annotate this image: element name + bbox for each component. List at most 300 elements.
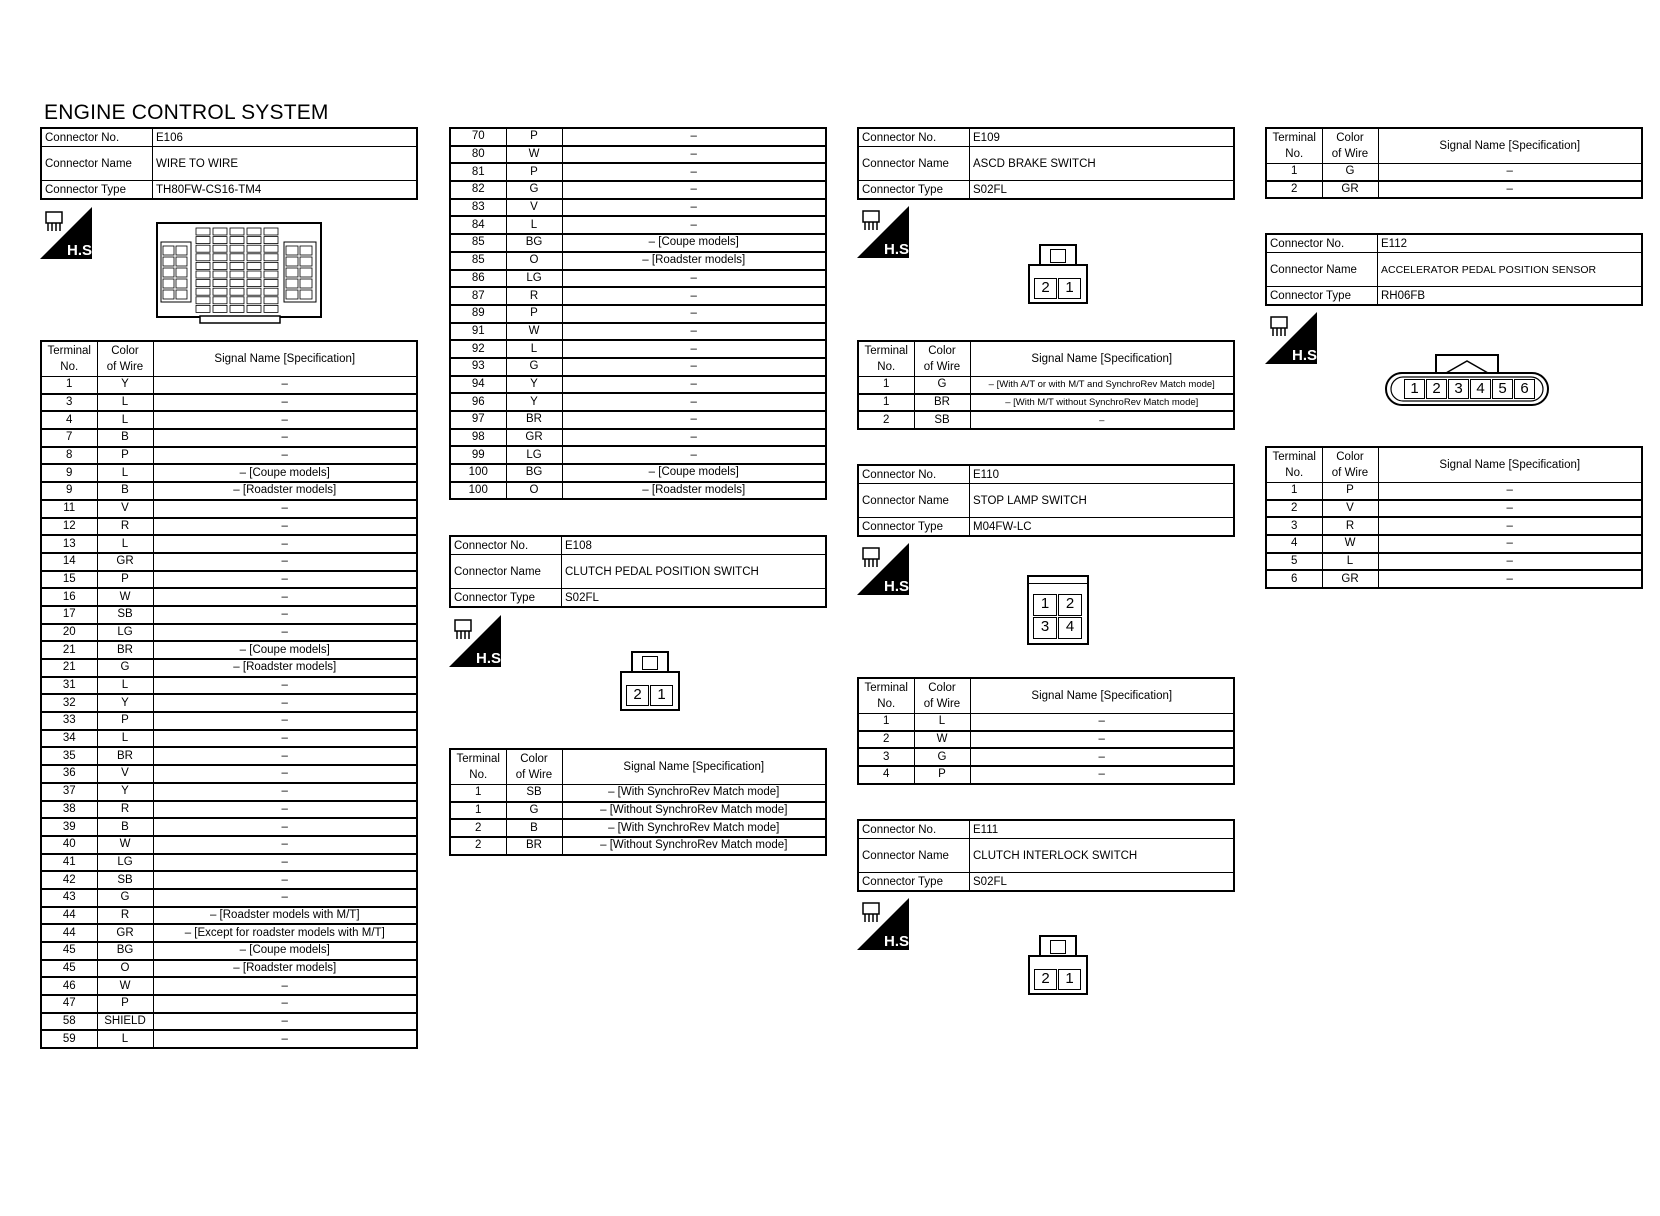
connector-no-value: E110 xyxy=(970,465,1235,484)
table-row xyxy=(41,641,417,659)
terminal-no: 96 xyxy=(450,393,506,411)
table-row xyxy=(41,818,417,836)
table-row xyxy=(858,766,1234,784)
terminal-no: 2 xyxy=(1266,181,1322,199)
signal-name: – xyxy=(153,518,417,536)
wire-color: LG xyxy=(506,446,562,464)
terminal-no: 34 xyxy=(41,730,97,748)
terminal-no: 9 xyxy=(41,482,97,500)
wire-color: BR xyxy=(506,411,562,429)
wire-color: V xyxy=(1322,500,1378,518)
e108-connector-face xyxy=(620,651,680,711)
signal-name: – xyxy=(153,411,417,429)
connector-no-value: E106 xyxy=(153,128,418,147)
wire-color: SB xyxy=(914,411,970,429)
signal-name: – [Without SynchroRev Match mode] xyxy=(562,802,826,820)
signal-name: – xyxy=(153,730,417,748)
signal-name: – xyxy=(562,287,826,305)
terminal-no: 31 xyxy=(41,677,97,695)
e110-terminal-table: Terminal No. Color of Wire Signal Name [Specification] 1 L – 2 W – 3 G – 4 P – xyxy=(857,677,1235,785)
signal-name: – [With M/T without SynchroRev Match mode] xyxy=(970,394,1234,412)
wire-color: W xyxy=(506,146,562,164)
wire-color: GR xyxy=(506,429,562,447)
table-row xyxy=(1266,553,1642,571)
signal-name: – [Roadster models] xyxy=(153,482,417,500)
signal-name: – [With A/T or with M/T and SynchroRev Match mode] xyxy=(970,377,1234,394)
table-row xyxy=(41,889,417,907)
e109-connector-face: 2 1 xyxy=(1028,244,1088,304)
wire-color: Y xyxy=(97,377,153,394)
wire-color: W xyxy=(1322,535,1378,553)
wire-color: G xyxy=(914,748,970,766)
signal-name: – [Roadster models] xyxy=(562,482,826,500)
e108-terminal-table: Terminal No. Color of Wire Signal Name [Specification] 1 SB – [With SynchroRev Match mode] 1 G – [Without SynchroRev Match mode] 2 B – [With SynchroRev Match mode] 2 BR – [Without SynchroRev Match mode] xyxy=(449,748,827,856)
wire-color: B xyxy=(97,429,153,447)
harness-side-icon xyxy=(449,615,506,667)
terminal-no: 86 xyxy=(450,270,506,288)
terminal-no: 1 xyxy=(1266,483,1322,500)
signal-name: – xyxy=(970,766,1234,784)
signal-name: – xyxy=(153,624,417,642)
wire-color: G xyxy=(506,358,562,376)
signal-name: – xyxy=(153,977,417,995)
table-row xyxy=(1266,181,1642,199)
wire-color: LG xyxy=(97,854,153,872)
table-row xyxy=(41,394,417,412)
table-row xyxy=(41,871,417,889)
table-row xyxy=(41,553,417,571)
wire-color: R xyxy=(97,801,153,819)
signal-name: – xyxy=(153,854,417,872)
wire-color: P xyxy=(506,163,562,181)
connector-type-value: M04FW-LC xyxy=(970,518,1235,537)
table-row xyxy=(450,323,826,341)
connector-type-value: S02FL xyxy=(970,873,1235,892)
signal-name: – xyxy=(153,747,417,765)
e108-header xyxy=(449,535,827,608)
connector-name-value: STOP LAMP SWITCH xyxy=(970,484,1235,518)
table-row xyxy=(41,977,417,995)
terminal-no: 1 xyxy=(1266,164,1322,181)
table-row xyxy=(450,163,826,181)
table-row xyxy=(41,571,417,589)
harness-side-icon xyxy=(40,207,97,259)
wire-color: SB xyxy=(506,785,562,802)
connector-no-value: E111 xyxy=(970,820,1235,839)
signal-name: – [Coupe models] xyxy=(153,942,417,960)
signal-name: – xyxy=(153,783,417,801)
signal-name: – xyxy=(562,270,826,288)
wire-color: V xyxy=(97,500,153,518)
signal-name: – xyxy=(153,765,417,783)
wire-color: SHIELD xyxy=(97,1013,153,1031)
wire-color: B xyxy=(97,482,153,500)
wire-color: GR xyxy=(1322,570,1378,588)
wire-color: P xyxy=(97,712,153,730)
terminal-no: 80 xyxy=(450,146,506,164)
table-row xyxy=(1266,483,1642,500)
terminal-no: 4 xyxy=(1266,535,1322,553)
terminal-no: 2 xyxy=(1266,500,1322,518)
table-row xyxy=(450,819,826,837)
table-row xyxy=(41,377,417,394)
terminal-no: 15 xyxy=(41,571,97,589)
table-row xyxy=(450,802,826,820)
table-row xyxy=(450,128,826,146)
terminal-no: 46 xyxy=(41,977,97,995)
table-row xyxy=(41,411,417,429)
wire-color: P xyxy=(506,305,562,323)
terminal-no: 94 xyxy=(450,376,506,394)
table-row xyxy=(450,411,826,429)
signal-name: – [Coupe models] xyxy=(562,234,826,252)
harness-side-icon xyxy=(857,898,914,950)
table-row xyxy=(450,252,826,270)
wire-color: G xyxy=(506,181,562,199)
table-row xyxy=(450,340,826,358)
terminal-no: 38 xyxy=(41,801,97,819)
wire-color: P xyxy=(97,995,153,1013)
terminal-no: 100 xyxy=(450,464,506,482)
table-row xyxy=(450,376,826,394)
e111-connector-face: 2 1 xyxy=(1028,935,1088,995)
signal-name: – xyxy=(153,588,417,606)
terminal-no: 2 xyxy=(450,837,506,855)
svg-text:H.S.: H.S. xyxy=(884,241,914,258)
table-row xyxy=(41,482,417,500)
wire-color: P xyxy=(506,128,562,146)
table-row xyxy=(41,854,417,872)
table-row xyxy=(41,518,417,536)
terminal-no: 81 xyxy=(450,163,506,181)
signal-name: – xyxy=(153,871,417,889)
wire-color: P xyxy=(1322,483,1378,500)
terminal-no: 47 xyxy=(41,995,97,1013)
wire-color: R xyxy=(1322,517,1378,535)
signal-name: – xyxy=(153,694,417,712)
terminal-no: 70 xyxy=(450,128,506,146)
connector-no-value: E112 xyxy=(1378,234,1643,253)
table-row xyxy=(41,588,417,606)
signal-name: – xyxy=(153,818,417,836)
wire-color: BG xyxy=(97,942,153,960)
e109-terminal-table: Terminal No. Color of Wire Signal Name [Specification] 1 G – [With A/T or with M/T and SynchroRev Match mode] 1 BR – [With M/T without SynchroRev Match mode] 2 SB – xyxy=(857,340,1235,430)
terminal-no: 42 xyxy=(41,871,97,889)
signal-name: – xyxy=(153,801,417,819)
signal-name: – [Coupe models] xyxy=(153,464,417,482)
connector-no-label: Connector No. xyxy=(450,536,562,555)
terminal-no: 84 xyxy=(450,216,506,234)
terminal-no: 45 xyxy=(41,942,97,960)
wire-color: GR xyxy=(1322,181,1378,199)
signal-name: – [Roadster models] xyxy=(562,252,826,270)
terminal-no: 93 xyxy=(450,358,506,376)
wire-color: L xyxy=(97,730,153,748)
terminal-no: 1 xyxy=(858,714,914,731)
signal-name: – xyxy=(153,571,417,589)
wire-color: Y xyxy=(506,393,562,411)
signal-name: – xyxy=(562,305,826,323)
table-row xyxy=(1266,164,1642,181)
terminal-no: 1 xyxy=(858,377,914,394)
wire-color: L xyxy=(97,464,153,482)
pin-label: 2 xyxy=(626,685,649,706)
table-row xyxy=(41,606,417,624)
table-row xyxy=(41,907,417,925)
signal-name: – xyxy=(1378,517,1642,535)
wire-color: B xyxy=(97,818,153,836)
table-row xyxy=(41,1030,417,1048)
table-row xyxy=(41,712,417,730)
table-row xyxy=(41,765,417,783)
table-row xyxy=(450,199,826,217)
signal-name: – xyxy=(1378,570,1642,588)
table-row xyxy=(450,358,826,376)
e110-connector-face: 1 2 3 4 xyxy=(1027,575,1089,645)
terminal-no: 11 xyxy=(41,500,97,518)
signal-name: – [Roadster models] xyxy=(153,960,417,978)
table-row xyxy=(858,411,1234,429)
table-row xyxy=(450,785,826,802)
terminal-no: 1 xyxy=(41,377,97,394)
terminal-no: 16 xyxy=(41,588,97,606)
wire-color: BR xyxy=(506,837,562,855)
connector-no-label: Connector No. xyxy=(41,128,153,147)
terminal-no: 17 xyxy=(41,606,97,624)
wire-color: L xyxy=(97,535,153,553)
wire-color: W xyxy=(97,588,153,606)
signal-name: – xyxy=(562,216,826,234)
signal-name: – xyxy=(562,393,826,411)
signal-name: – [With SynchroRev Match mode] xyxy=(562,785,826,802)
signal-name: – xyxy=(1378,500,1642,518)
connector-type-value: TH80FW-CS16-TM4 xyxy=(153,181,418,200)
table-row xyxy=(41,535,417,553)
terminal-no: 2 xyxy=(858,411,914,429)
table-row xyxy=(450,146,826,164)
table-row xyxy=(41,447,417,465)
connector-name-value: CLUTCH INTERLOCK SWITCH xyxy=(970,839,1235,873)
table-row xyxy=(41,783,417,801)
table-row xyxy=(858,394,1234,412)
wire-color: BG xyxy=(506,234,562,252)
table-row xyxy=(41,677,417,695)
wire-color: L xyxy=(97,1030,153,1048)
signal-name: – xyxy=(562,128,826,146)
terminal-no: 6 xyxy=(1266,570,1322,588)
e111-terminal-table: Terminal No. Color of Wire Signal Name [Specification] 1 G – 2 GR – xyxy=(1265,127,1643,199)
table-row xyxy=(450,429,826,447)
wire-color: V xyxy=(97,765,153,783)
terminal-no: 1 xyxy=(450,802,506,820)
terminal-no: 7 xyxy=(41,429,97,447)
table-row xyxy=(450,181,826,199)
wire-color: G xyxy=(914,377,970,394)
signal-name: – xyxy=(153,377,417,394)
wire-color: SB xyxy=(97,606,153,624)
terminal-no: 32 xyxy=(41,694,97,712)
color-header: Color of Wire xyxy=(97,341,153,377)
signal-name: – xyxy=(562,411,826,429)
terminal-no: 14 xyxy=(41,553,97,571)
wire-color: L xyxy=(97,394,153,412)
e106-header xyxy=(40,127,418,200)
e111-header: Connector No. E111 Connector Name CLUTCH INTERLOCK SWITCH Connector Type S02FL xyxy=(857,819,1235,892)
signal-name: – xyxy=(562,323,826,341)
wire-color: O xyxy=(97,960,153,978)
harness-side-icon xyxy=(857,206,914,258)
e106-terminal-table xyxy=(40,340,418,1049)
terminal-no: 44 xyxy=(41,924,97,942)
terminal-no: 40 xyxy=(41,836,97,854)
table-row xyxy=(450,270,826,288)
signal-name: – [Roadster models] xyxy=(153,659,417,677)
terminal-no: 100 xyxy=(450,482,506,500)
signal-name: – xyxy=(153,606,417,624)
table-row xyxy=(41,624,417,642)
signal-name: – xyxy=(1378,181,1642,199)
connector-no-value: E108 xyxy=(562,536,827,555)
table-row xyxy=(858,748,1234,766)
terminal-no: 8 xyxy=(41,447,97,465)
wire-color: G xyxy=(97,889,153,907)
terminal-no: 3 xyxy=(858,748,914,766)
terminal-no: 3 xyxy=(41,394,97,412)
signal-name: – xyxy=(153,553,417,571)
signal-header: Signal Name [Specification] xyxy=(153,341,417,377)
terminal-no: 83 xyxy=(450,199,506,217)
terminal-no: 82 xyxy=(450,181,506,199)
wire-color: W xyxy=(506,323,562,341)
wire-color: Y xyxy=(97,783,153,801)
table-row xyxy=(1266,535,1642,553)
table-row xyxy=(41,924,417,942)
terminal-no: 20 xyxy=(41,624,97,642)
table-row xyxy=(858,731,1234,749)
wire-color: GR xyxy=(97,924,153,942)
signal-name: – xyxy=(562,446,826,464)
table-row xyxy=(450,482,826,500)
terminal-no: 43 xyxy=(41,889,97,907)
signal-name: – [With SynchroRev Match mode] xyxy=(562,819,826,837)
table-row xyxy=(450,446,826,464)
signal-name: – xyxy=(153,535,417,553)
table-row xyxy=(41,747,417,765)
wire-color: B xyxy=(506,819,562,837)
signal-name: – xyxy=(562,376,826,394)
signal-name: – xyxy=(1378,483,1642,500)
signal-name: – xyxy=(153,995,417,1013)
wire-color: G xyxy=(1322,164,1378,181)
table-row xyxy=(858,377,1234,394)
table-row xyxy=(1266,517,1642,535)
terminal-no: 99 xyxy=(450,446,506,464)
wire-color: R xyxy=(97,518,153,536)
wire-color: L xyxy=(97,677,153,695)
wire-color: G xyxy=(506,802,562,820)
table-row xyxy=(858,714,1234,731)
terminal-no: 37 xyxy=(41,783,97,801)
terminal-no: 35 xyxy=(41,747,97,765)
table-row xyxy=(450,287,826,305)
e106-connector-face xyxy=(156,222,322,324)
table-row xyxy=(450,464,826,482)
signal-name: – xyxy=(562,163,826,181)
wire-color: P xyxy=(914,766,970,784)
terminal-no: 97 xyxy=(450,411,506,429)
harness-side-icon xyxy=(857,543,914,595)
terminal-no: 44 xyxy=(41,907,97,925)
table-row xyxy=(450,393,826,411)
svg-text:H.S.: H.S. xyxy=(1292,347,1322,364)
table-row xyxy=(450,234,826,252)
wire-color: R xyxy=(506,287,562,305)
table-row xyxy=(41,429,417,447)
table-row xyxy=(41,1013,417,1031)
wire-color: L xyxy=(97,411,153,429)
signal-name: – xyxy=(153,500,417,518)
wire-color: W xyxy=(97,977,153,995)
page-title: ENGINE CONTROL SYSTEM xyxy=(44,101,329,124)
wire-color: LG xyxy=(97,624,153,642)
table-row xyxy=(41,995,417,1013)
connector-name-label: Connector Name xyxy=(41,147,153,181)
e112-header: Connector No. E112 Connector Name ACCELERATOR PEDAL POSITION SENSOR Connector Type RH06FB xyxy=(1265,233,1643,306)
terminal-no: 13 xyxy=(41,535,97,553)
table-row xyxy=(41,942,417,960)
wire-color: P xyxy=(97,571,153,589)
wire-color: P xyxy=(97,447,153,465)
terminal-no: 4 xyxy=(41,411,97,429)
signal-name: – xyxy=(153,1030,417,1048)
wire-color: GR xyxy=(97,553,153,571)
terminal-no: 58 xyxy=(41,1013,97,1031)
connector-name-value: CLUTCH PEDAL POSITION SWITCH xyxy=(562,555,827,589)
signal-name: – xyxy=(153,429,417,447)
wire-color: BR xyxy=(97,641,153,659)
wire-color: SB xyxy=(97,871,153,889)
wire-color: BG xyxy=(506,464,562,482)
signal-name: – [Coupe models] xyxy=(562,464,826,482)
wire-color: L xyxy=(1322,553,1378,571)
terminal-no: 36 xyxy=(41,765,97,783)
table-row xyxy=(450,305,826,323)
signal-name: – [Except for roadster models with M/T] xyxy=(153,924,417,942)
signal-name: – xyxy=(562,181,826,199)
terminal-no: 2 xyxy=(858,731,914,749)
wire-color: G xyxy=(97,659,153,677)
signal-name: – xyxy=(153,889,417,907)
connector-no-value: E109 xyxy=(970,128,1235,147)
wire-color: L xyxy=(914,714,970,731)
terminal-no: 1 xyxy=(858,394,914,412)
hs-label: H.S. xyxy=(67,242,97,259)
wire-color: L xyxy=(506,340,562,358)
harness-side-icon xyxy=(1265,312,1322,364)
wire-color: O xyxy=(506,252,562,270)
signal-name: – xyxy=(153,394,417,412)
terminal-no: 2 xyxy=(450,819,506,837)
terminal-no: 4 xyxy=(858,766,914,784)
table-row xyxy=(41,500,417,518)
table-row xyxy=(1266,500,1642,518)
terminal-no: 45 xyxy=(41,960,97,978)
terminal-no: 1 xyxy=(450,785,506,802)
signal-name: – [Without SynchroRev Match mode] xyxy=(562,837,826,855)
terminal-no: 12 xyxy=(41,518,97,536)
terminal-no: 9 xyxy=(41,464,97,482)
e112-connector-face: 1 2 3 4 5 6 xyxy=(1384,351,1550,409)
